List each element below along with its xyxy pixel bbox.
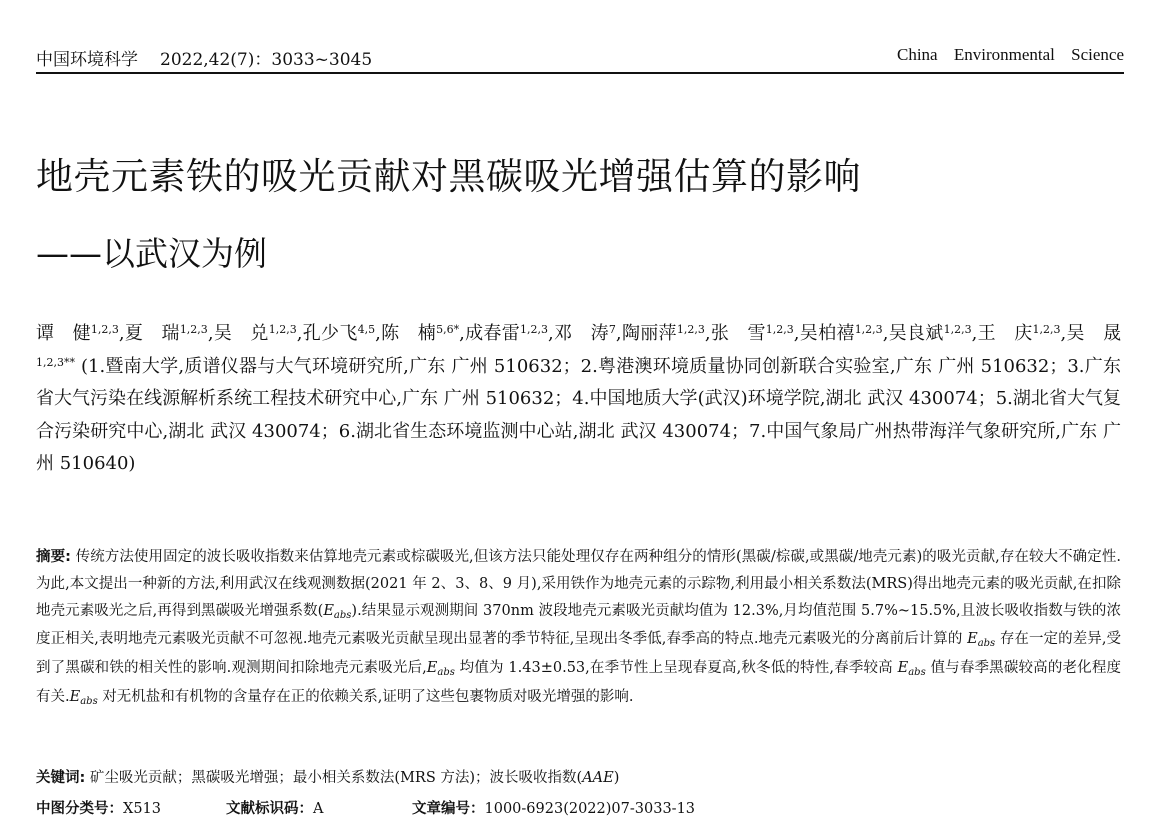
author-affiliation-marker: 1,2,3**: [36, 355, 75, 369]
author-name: 成春雷: [464, 323, 520, 344]
abstract-label: 摘要:: [36, 549, 71, 565]
author-block: [36, 318, 1121, 481]
author-affiliation-marker: 1,2,3: [943, 323, 972, 336]
author-name: 邓 涛: [553, 323, 609, 344]
eabs-symbol: $E_{abs}$: [897, 660, 926, 679]
author-name: 夏 瑞: [124, 323, 180, 344]
author-name: 张 雪: [710, 323, 766, 344]
eabs-symbol: $E_{abs}$: [426, 660, 455, 679]
keywords: [36, 766, 619, 787]
author-affiliation-marker: 1,2,3: [268, 323, 297, 336]
abstract-text-4: 均值为 1.43±0.53,在季节性上呈现春夏高,秋冬低的特性,春季较高: [454, 660, 898, 677]
author-affiliation-marker: 1,2,3: [765, 323, 794, 336]
clc-label: 中图分类号：: [36, 801, 123, 817]
author-affiliation-marker: 1,2,3: [90, 323, 119, 336]
author-name: 陈 楠: [380, 323, 437, 344]
eabs-symbol: $E_{abs}$: [69, 688, 98, 707]
journal-header: [36, 44, 1124, 74]
keywords-text: 矿尘吸光贡献；黑碳吸光增强；最小相关系数法(MRS 方法)；波长吸收指数(: [89, 770, 583, 786]
eabs-symbol: $E_{abs}$: [967, 631, 996, 650]
author-name: 吴柏禧: [799, 323, 855, 344]
journal-citation: [36, 45, 372, 70]
author-affiliation-marker: 1,2,3: [676, 323, 705, 336]
journal-name-cn: 中国环境科学: [36, 50, 138, 70]
author-affiliation-marker: 1,2,3: [854, 323, 883, 336]
classification-line: [36, 797, 695, 818]
author-name: 吴 晟: [1066, 323, 1122, 344]
affiliations: (1.暨南大学,质谱仪器与大气环境研究所,广东 广州 510632；2.粤港澳环境质量协同创新联合实验室,广东 广州 510632；3.广东省大气污染在线源解析系统工程技术研究中心,广东 广州 510632；4.中国地质大学(武汉)环境学院,湖北 武汉 430074；5.湖北省大气复合污染研究中心,湖北 武汉 430074；6.湖北省生态环境监测中心站,湖北 武汉 430074；7.中国气象局广州热带海洋气象研究所,广东 广州 510640): [36, 355, 1121, 474]
doc-code-value: A: [313, 801, 324, 817]
author-name: 王 庆: [977, 323, 1033, 344]
clc-value: X513: [123, 801, 161, 817]
author-affiliation-marker: 4,5: [357, 323, 376, 336]
author-affiliation-marker: 1,2,3: [520, 323, 548, 336]
author-affiliation-marker: 5,6*: [436, 323, 460, 336]
author-affiliation-marker: 1,2,3: [179, 323, 208, 336]
abstract-text-2: ).结果显示观测期间 370nm 波段地壳元素吸光贡献均值为 12.3%,月均值范围 5.7%~15.5%,且波长吸收指数与铁的浓度正相关,表明地壳元素吸光贡献不可忽视.地壳元素吸光贡献呈现出显著的季节特征,呈现出冬季低,春季高的特点.地壳元素吸光的分离前后计算的: [36, 602, 1122, 648]
author-name: 吴 兑: [213, 323, 269, 344]
author-affiliation-marker: 1,2,3: [1032, 323, 1061, 336]
keywords-aae: AAE: [582, 770, 614, 786]
keywords-label: 关键词:: [36, 770, 86, 786]
abstract-text-5: 值与春季黑碳较高的老化程度有关.: [36, 660, 1122, 705]
journal-volume: 2022,42(7)：3033~3045: [160, 50, 373, 70]
paper-subtitle: ——以武汉为例: [36, 234, 267, 273]
abstract-text-6: 对无机盐和有机物的含量存在正的依赖关系,证明了这些包裹物质对吸光增强的影响.: [97, 688, 634, 705]
abstract-text-1: 传统方法使用固定的波长吸收指数来估算地壳元素或棕碳吸光,但该方法只能处理仅存在两种组分的情形(黑碳/棕碳,或黑碳/地壳元素)的吸光贡献,存在较大不确定性.为此,本文提出一种新的方法,利用武汉在线观测数据(2021 年 2、3、8、9 月),采用铁作为地壳元素的示踪物,利用最小相关系数法(MRS)得出地壳元素的吸光贡献,在扣除地壳元素吸光之后,再得到黑碳吸光增强系数(: [36, 549, 1122, 619]
keywords-end: ): [613, 770, 620, 786]
paper-title: 地壳元素铁的吸光贡献对黑碳吸光增强估算的影响: [36, 155, 861, 198]
article-number-value: 1000-6923(2022)07-3033-13: [484, 801, 696, 817]
abstract: [36, 544, 1121, 713]
doc-code-label: 文献标识码：: [226, 801, 313, 817]
author-list: 谭 健$^{1,2,3}$,夏 瑞$^{1,2,3}$,吴 兑$^{1,2,3}$,孔少飞$^{4,5}$,陈 楠$^{5,6*}$,成春雷$^{1,2,3}$,邓 涛$^7$,陶丽萍$^{1,2,3}$,张 雪$^{1,2,3}$,吴柏禧$^{1,2,3}$,吴良斌$^{1,2,3}$,王 庆$^{1,2,3}$,吴 晟$^{1,2,3**}$: [36, 323, 1122, 369]
eabs-symbol: $E_{abs}$: [323, 602, 352, 621]
author-affiliation-marker: 7: [608, 323, 616, 336]
journal-name-en: China Environmental Science: [897, 45, 1124, 64]
author-name: 陶丽萍: [621, 323, 677, 344]
author-name: 孔少飞: [302, 323, 358, 344]
abstract-text-3: 存在一定的差异,受到了黑碳和铁的相关性的影响.观测期间扣除地壳元素吸光后,: [36, 631, 1121, 677]
author-name: 吴良斌: [888, 323, 944, 344]
article-number-label: 文章编号：: [412, 801, 485, 817]
author-name: 谭 健: [36, 323, 91, 344]
